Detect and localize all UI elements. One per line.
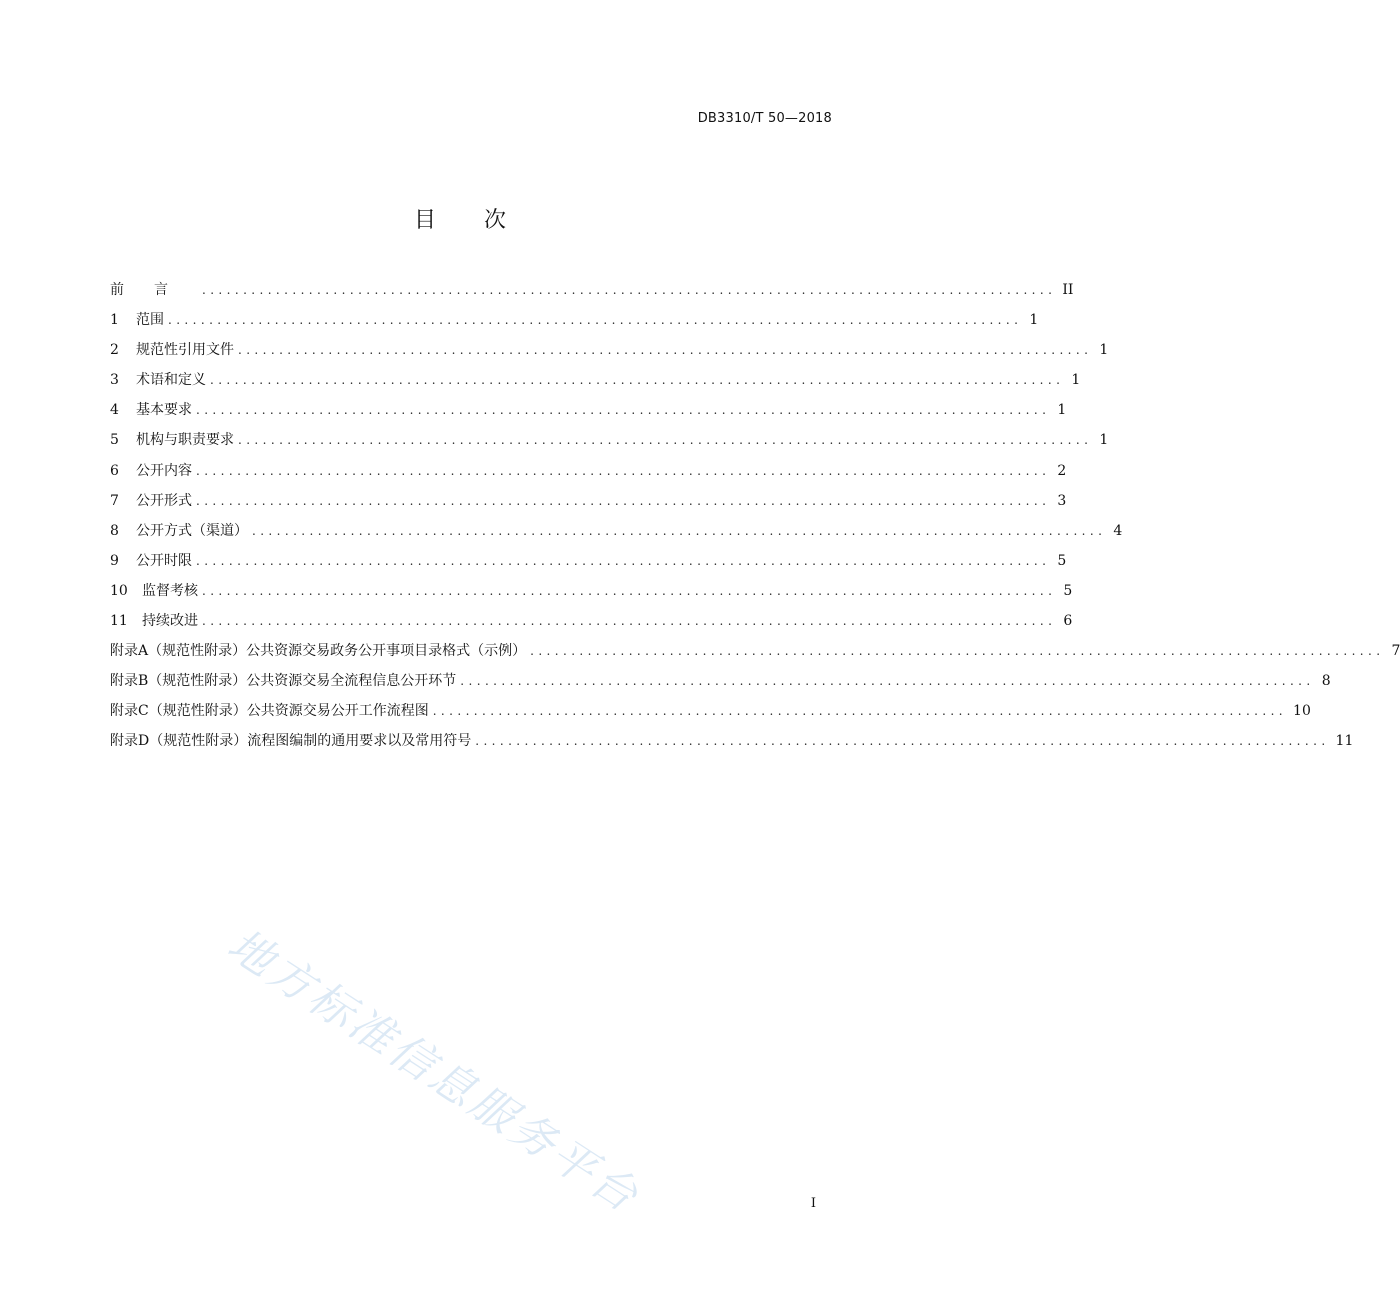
toc-entry-label: 术语和定义 bbox=[136, 372, 206, 389]
document-code: DB3310/T 50—2018 bbox=[697, 111, 832, 126]
toc-entry-page: 4 bbox=[1113, 522, 1123, 539]
toc-entry-9[interactable] bbox=[110, 546, 1067, 576]
toc-title: 目次 bbox=[413, 208, 554, 233]
toc-entry-label: 持续改进 bbox=[142, 613, 198, 630]
toc-entry-page: 11 bbox=[1335, 733, 1354, 750]
toc-leader-dots: ........................................................................................................ bbox=[238, 433, 1093, 448]
toc-entry-4[interactable] bbox=[110, 395, 1067, 425]
toc-entry-number: 3 bbox=[110, 372, 119, 389]
toc-entry-number: 1 bbox=[110, 312, 119, 329]
toc-entry-foreword[interactable] bbox=[110, 275, 1074, 305]
toc-entry-1[interactable] bbox=[110, 305, 1039, 335]
toc-entry-page: 1 bbox=[1099, 342, 1109, 359]
toc-entry-number: 5 bbox=[110, 432, 119, 449]
toc-entry-7[interactable] bbox=[110, 486, 1067, 516]
toc-entry-page: 1 bbox=[1071, 372, 1081, 389]
toc-entry-page: 5 bbox=[1057, 552, 1067, 569]
toc-entry-number: 8 bbox=[110, 522, 119, 539]
toc-leader-dots: ........................................................................................................ bbox=[196, 553, 1051, 568]
toc-entry-number: 2 bbox=[110, 342, 119, 359]
toc-entry-annex-b[interactable] bbox=[110, 666, 1331, 696]
toc-entry-number: 10 bbox=[110, 582, 128, 599]
toc-leader-dots: ........................................................................................................ bbox=[202, 614, 1057, 629]
toc-leader-dots: ........................................................................................................ bbox=[530, 644, 1385, 659]
toc-entry-number: 11 bbox=[110, 613, 128, 630]
toc-entry-label: 规范性引用文件 bbox=[136, 342, 234, 359]
toc-entry-label: 公共资源交易政务公开事项目录格式（示例） bbox=[246, 643, 527, 660]
toc-entry-page: 5 bbox=[1063, 582, 1073, 599]
toc-entry-label: 公开方式（渠道） bbox=[136, 522, 248, 539]
toc-entry-number: 9 bbox=[110, 552, 119, 569]
toc-entry-number: 7 bbox=[110, 492, 119, 509]
toc-entry-label: 基本要求 bbox=[136, 402, 192, 419]
toc-leader-dots: ........................................................................................................ bbox=[196, 493, 1051, 508]
toc-entry-annex-d[interactable] bbox=[110, 726, 1354, 756]
toc-entry-page: 1 bbox=[1099, 432, 1109, 449]
toc-entry-page: 3 bbox=[1057, 492, 1067, 509]
toc-entry-number: 4 bbox=[110, 402, 119, 419]
toc-annex-prefix: 附录C（规范性附录） bbox=[110, 703, 247, 720]
toc-entry-3[interactable] bbox=[110, 365, 1081, 395]
toc-entry-label: 公开时限 bbox=[136, 552, 192, 569]
toc-annex-prefix: 附录B（规范性附录） bbox=[110, 673, 247, 690]
toc-entry-6[interactable] bbox=[110, 456, 1067, 486]
toc-entry-page: 1 bbox=[1029, 312, 1039, 329]
toc-leader-dots: ........................................................................................................ bbox=[432, 704, 1288, 719]
toc-annex-prefix: 附录A（规范性附录） bbox=[110, 643, 247, 660]
toc-leader-dots: ........................................................................................................ bbox=[168, 313, 1023, 328]
toc-entry-page: 7 bbox=[1391, 643, 1400, 660]
toc-entry-page: 6 bbox=[1063, 613, 1073, 630]
toc-entry-page: 1 bbox=[1057, 402, 1067, 419]
toc-leader-dots: ........................................................................................................ bbox=[475, 734, 1330, 749]
toc-entry-10[interactable] bbox=[110, 576, 1073, 606]
toc-entry-number: 6 bbox=[110, 462, 119, 479]
toc-leader-dots: ........................................................................................................ bbox=[202, 283, 1057, 297]
toc-entry-2[interactable] bbox=[110, 335, 1109, 365]
toc-leader-dots: ........................................................................................................ bbox=[202, 583, 1057, 598]
table-of-contents bbox=[110, 275, 1400, 757]
toc-leader-dots: ........................................................................................................ bbox=[196, 463, 1051, 478]
toc-entry-label: 公开形式 bbox=[136, 492, 192, 509]
toc-entry-11[interactable] bbox=[110, 606, 1073, 636]
toc-entry-label: 前言 bbox=[110, 282, 198, 298]
toc-leader-dots: ........................................................................................................ bbox=[196, 403, 1051, 418]
toc-leader-dots: ........................................................................................................ bbox=[460, 674, 1315, 689]
toc-leader-dots: ........................................................................................................ bbox=[238, 343, 1093, 358]
toc-entry-label: 公共资源交易公开工作流程图 bbox=[246, 703, 429, 720]
watermark: 地方标准信息服务平台 bbox=[218, 919, 649, 1224]
toc-entry-page: 2 bbox=[1057, 462, 1067, 479]
toc-entry-label: 流程图编制的通用要求以及常用符号 bbox=[247, 733, 472, 750]
toc-entry-annex-c[interactable] bbox=[110, 696, 1311, 726]
toc-entry-label: 监督考核 bbox=[142, 582, 198, 599]
toc-entry-label: 范围 bbox=[136, 312, 164, 329]
toc-leader-dots: ........................................................................................................ bbox=[210, 373, 1065, 388]
toc-entry-page: II bbox=[1062, 282, 1074, 298]
page-number: I bbox=[810, 1196, 816, 1211]
toc-entry-annex-a[interactable] bbox=[110, 636, 1400, 666]
toc-leader-dots: ........................................................................................................ bbox=[252, 523, 1107, 538]
toc-entry-8[interactable] bbox=[110, 516, 1123, 546]
toc-annex-prefix: 附录D（规范性附录） bbox=[110, 733, 248, 750]
toc-entry-label: 公共资源交易全流程信息公开环节 bbox=[246, 673, 457, 690]
toc-entry-label: 机构与职责要求 bbox=[136, 432, 234, 449]
toc-entry-page: 10 bbox=[1293, 703, 1311, 720]
toc-entry-5[interactable] bbox=[110, 425, 1109, 455]
toc-entry-label: 公开内容 bbox=[136, 462, 192, 479]
toc-entry-page: 8 bbox=[1321, 673, 1331, 690]
